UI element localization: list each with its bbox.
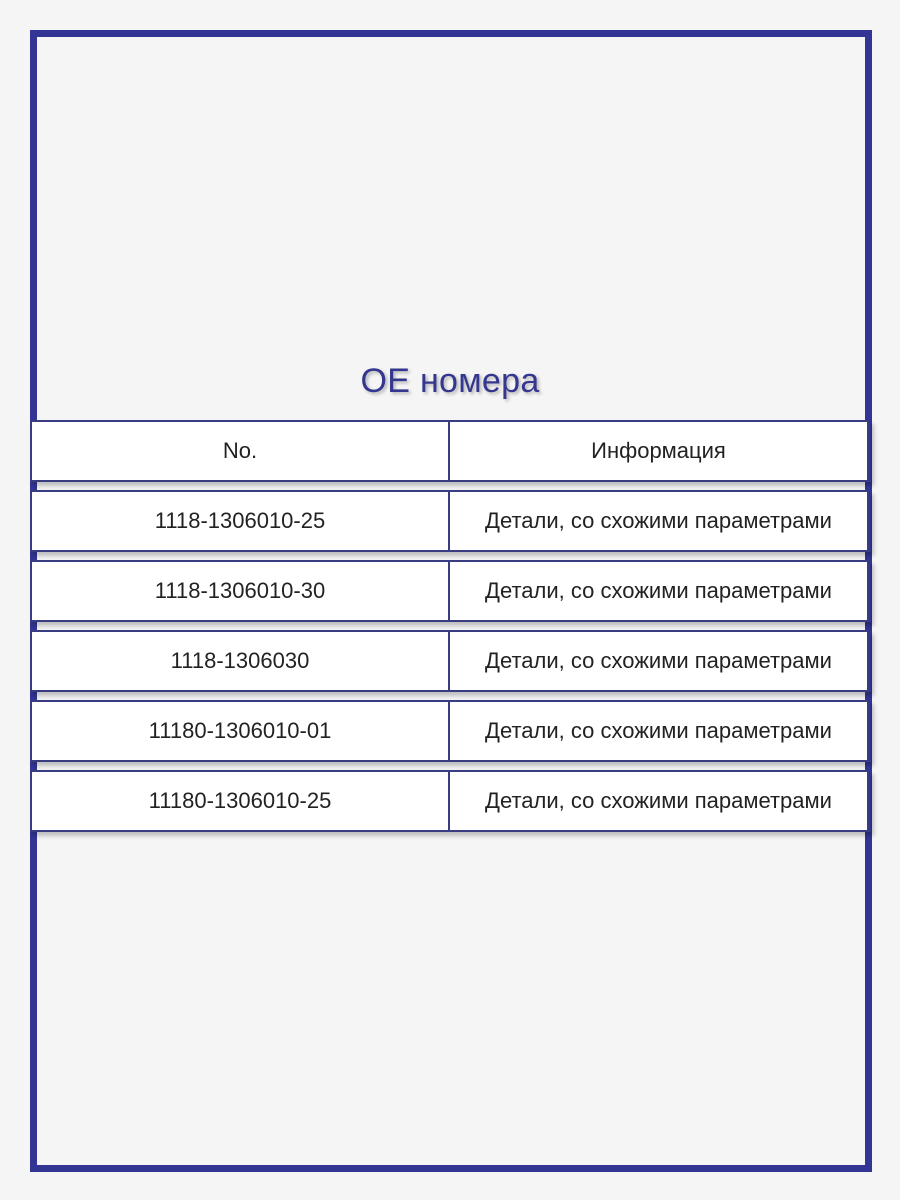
- page-title: OE номера: [360, 362, 540, 400]
- table-row: [30, 560, 871, 622]
- table-row: [30, 700, 871, 762]
- table-row: [30, 490, 871, 552]
- info-cell: Детали, со схожими параметрами: [448, 770, 869, 832]
- header-no: No.: [30, 420, 450, 482]
- oe-number-cell: 11180-1306010-01: [30, 700, 450, 762]
- table-row: [30, 770, 871, 832]
- table-header-row: [30, 420, 871, 482]
- oe-number-cell: 1118-1306030: [30, 630, 450, 692]
- info-cell: Детали, со схожими параметрами: [448, 630, 869, 692]
- info-cell: Детали, со схожими параметрами: [448, 560, 869, 622]
- oe-number-cell: 1118-1306010-30: [30, 560, 450, 622]
- info-cell: Детали, со схожими параметрами: [448, 490, 869, 552]
- oe-number-cell: 11180-1306010-25: [30, 770, 450, 832]
- oe-number-cell: 1118-1306010-25: [30, 490, 450, 552]
- info-cell: Детали, со схожими параметрами: [448, 700, 869, 762]
- table-row: [30, 630, 871, 692]
- header-info: Информация: [448, 420, 869, 482]
